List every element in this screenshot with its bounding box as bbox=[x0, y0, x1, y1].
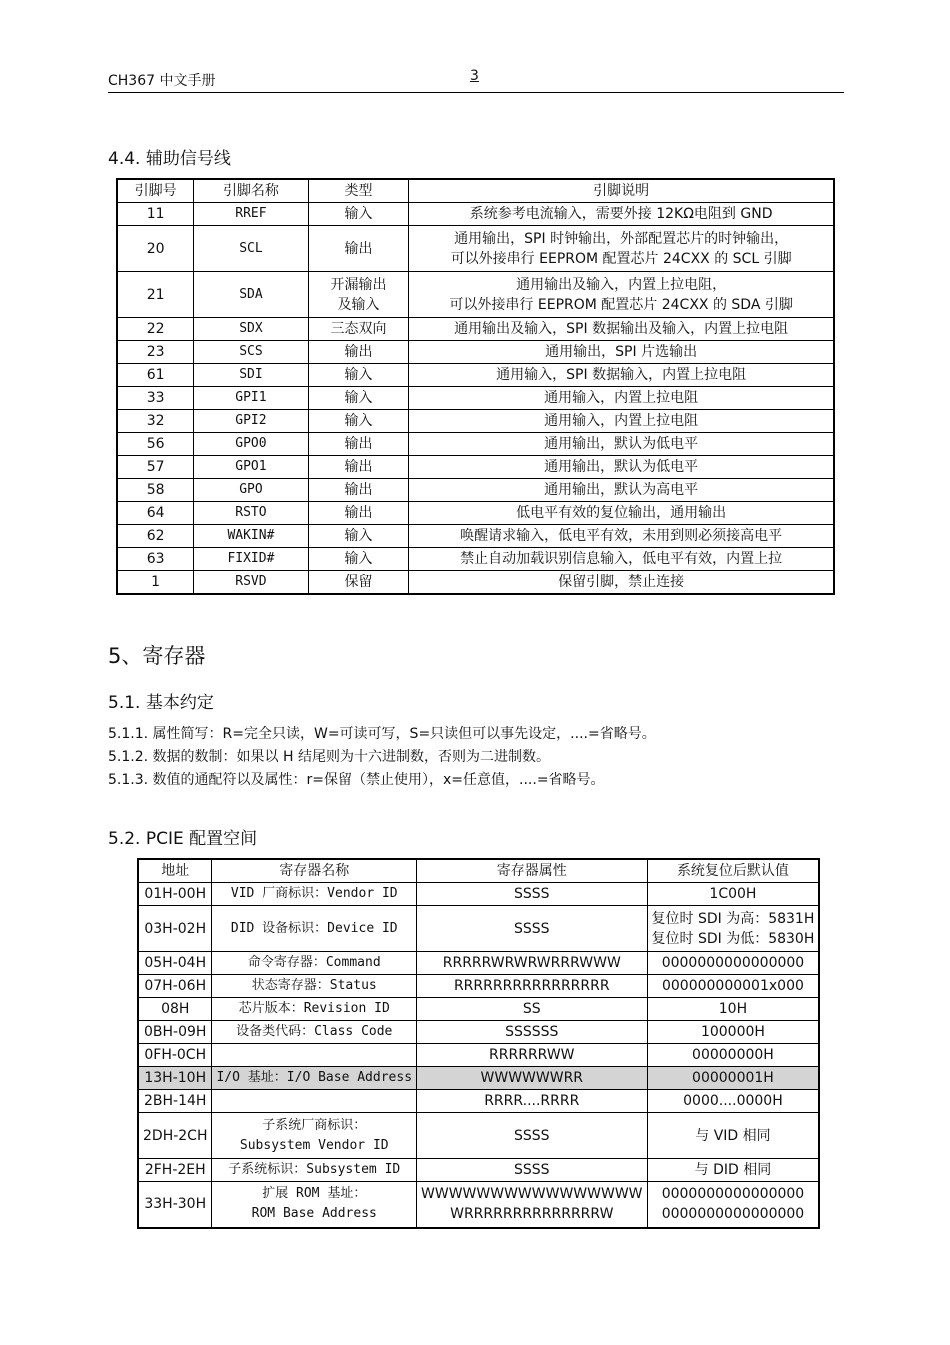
register-name-line: 子系统厂商标识： bbox=[262, 1117, 367, 1133]
register-attribute-line: SSSS bbox=[514, 1162, 550, 1178]
register-address: 07H-06H bbox=[138, 975, 212, 998]
pin-name: GPI2 bbox=[194, 410, 308, 433]
pin-col-number: 引脚号 bbox=[117, 179, 194, 203]
register-name bbox=[212, 1021, 417, 1044]
pin-col-type: 类型 bbox=[308, 179, 409, 203]
pin-number: 63 bbox=[117, 548, 194, 571]
convention-item-3: 5.1.3. 数值的通配符以及属性：r=保留（禁止使用），x=任意值，....=省略号。 bbox=[108, 772, 605, 788]
register-name-line: 扩展 ROM 基址： bbox=[262, 1186, 367, 1202]
pin-type bbox=[308, 571, 409, 595]
reg-col-name: 寄存器名称 bbox=[212, 859, 417, 883]
register-address: 01H-00H bbox=[138, 883, 212, 906]
register-attribute bbox=[417, 906, 647, 952]
pin-name: GPO bbox=[194, 479, 308, 502]
pin-description-line: 通用输出，默认为低电平 bbox=[544, 459, 699, 475]
pin-description bbox=[409, 203, 834, 226]
register-default-line: 10H bbox=[718, 1001, 748, 1017]
pin-row bbox=[117, 502, 834, 525]
register-table-header bbox=[138, 859, 819, 883]
pin-type bbox=[308, 525, 409, 548]
register-attribute-line: RRRRRRWW bbox=[489, 1047, 575, 1063]
pin-type-line: 开漏输出 bbox=[330, 276, 387, 293]
pin-row bbox=[117, 203, 834, 226]
pin-row bbox=[117, 364, 834, 387]
pin-type-line: 输出 bbox=[344, 505, 373, 521]
register-row bbox=[138, 1090, 819, 1113]
document-title: CH367 中文手册 bbox=[108, 73, 216, 89]
pin-type-line: 输入 bbox=[344, 413, 373, 429]
pin-name: SDX bbox=[194, 318, 308, 341]
pin-number: 64 bbox=[117, 502, 194, 525]
register-name bbox=[212, 1159, 417, 1182]
pin-table bbox=[116, 178, 835, 595]
register-address: 05H-04H bbox=[138, 952, 212, 975]
pin-type bbox=[308, 272, 409, 318]
register-name-line: 芯片版本：Revision ID bbox=[238, 1001, 390, 1016]
pin-number: 33 bbox=[117, 387, 194, 410]
pin-description-line: 唤醒请求输入，低电平有效，未用到则必须接高电平 bbox=[460, 528, 783, 544]
pin-type bbox=[308, 456, 409, 479]
pin-name: RSTO bbox=[194, 502, 308, 525]
register-attribute-line: SSSS bbox=[514, 1127, 550, 1144]
pin-description-line: 通用输出，默认为低电平 bbox=[544, 436, 699, 452]
pin-description bbox=[409, 272, 834, 318]
register-default-line: 000000000001x000 bbox=[661, 978, 804, 994]
register-attribute bbox=[417, 1182, 647, 1228]
pin-description bbox=[409, 433, 834, 456]
pin-description bbox=[409, 387, 834, 410]
register-address: 2DH-2CH bbox=[138, 1113, 212, 1159]
pin-description bbox=[409, 548, 834, 571]
pin-type-line: 输入 bbox=[344, 367, 373, 383]
register-name bbox=[212, 1090, 417, 1113]
pin-type bbox=[308, 548, 409, 571]
pin-row bbox=[117, 341, 834, 364]
register-attribute bbox=[417, 1113, 647, 1159]
pin-number: 58 bbox=[117, 479, 194, 502]
pin-number: 20 bbox=[117, 226, 194, 272]
pin-name: SCS bbox=[194, 341, 308, 364]
register-row bbox=[138, 1044, 819, 1067]
pin-type-line: 输出 bbox=[344, 459, 373, 475]
pin-description bbox=[409, 479, 834, 502]
section-5-title: 5、寄存器 bbox=[108, 644, 206, 668]
pin-description bbox=[409, 318, 834, 341]
pin-name: RSVD bbox=[194, 571, 308, 595]
pin-number: 21 bbox=[117, 272, 194, 318]
register-address: 2FH-2EH bbox=[138, 1159, 212, 1182]
register-default-line: 00000000H bbox=[692, 1047, 774, 1063]
register-address: 33H-30H bbox=[138, 1182, 212, 1228]
pin-type-line: 输出 bbox=[344, 436, 373, 452]
pin-description-line: 低电平有效的复位输出，通用输出 bbox=[516, 505, 727, 521]
pin-row bbox=[117, 410, 834, 433]
register-default bbox=[647, 1021, 819, 1044]
section-5-1-title: 5.1. 基本约定 bbox=[108, 693, 214, 713]
reg-col-attr: 寄存器属性 bbox=[417, 859, 647, 883]
pin-number: 61 bbox=[117, 364, 194, 387]
page-number: 3 bbox=[470, 68, 479, 84]
pin-description-line: 系统参考电流输入，需要外接 12KΩ电阻到 GND bbox=[469, 206, 773, 222]
pin-description bbox=[409, 341, 834, 364]
register-row bbox=[138, 975, 819, 998]
pin-type-line: 输出 bbox=[344, 344, 373, 360]
pin-name: GPO0 bbox=[194, 433, 308, 456]
register-row bbox=[138, 952, 819, 975]
pin-number: 11 bbox=[117, 203, 194, 226]
page-header bbox=[108, 66, 844, 93]
pin-type-line: 输入 bbox=[344, 551, 373, 567]
register-row bbox=[138, 1159, 819, 1182]
register-default bbox=[647, 883, 819, 906]
pin-number: 57 bbox=[117, 456, 194, 479]
pin-description bbox=[409, 226, 834, 272]
pin-name: GPI1 bbox=[194, 387, 308, 410]
pin-type bbox=[308, 387, 409, 410]
register-name-line: I/O 基址：I/O Base Address bbox=[216, 1070, 413, 1085]
pin-number: 1 bbox=[117, 571, 194, 595]
pin-description-line: 禁止自动加载识别信息输入，低电平有效，内置上拉 bbox=[460, 551, 783, 567]
register-attribute bbox=[417, 998, 647, 1021]
pin-type bbox=[308, 433, 409, 456]
pin-table-header bbox=[117, 179, 834, 203]
register-default-line: 复位时 SDI 为低：5830H bbox=[651, 930, 815, 947]
pin-type bbox=[308, 226, 409, 272]
register-attribute bbox=[417, 1021, 647, 1044]
register-name bbox=[212, 883, 417, 906]
pin-name: WAKIN# bbox=[194, 525, 308, 548]
convention-item-1: 5.1.1. 属性简写：R=完全只读，W=可读可写，S=只读但可以事先设定，....=省略号。 bbox=[108, 726, 656, 742]
pin-row bbox=[117, 433, 834, 456]
pin-number: 23 bbox=[117, 341, 194, 364]
pin-description-line: 通用输出，SPI 片选输出 bbox=[545, 344, 698, 360]
register-name bbox=[212, 1067, 417, 1090]
pin-type-line: 三态双向 bbox=[330, 321, 387, 337]
pin-description-line: 可以外接串行 EEPROM 配置芯片 24CXX 的 SDA 引脚 bbox=[449, 296, 793, 313]
register-attribute-line: RRRRRWRWRWRRRWWW bbox=[442, 955, 621, 971]
pin-row bbox=[117, 479, 834, 502]
pin-name: RREF bbox=[194, 203, 308, 226]
pin-description bbox=[409, 410, 834, 433]
register-attribute-line: SSSS bbox=[514, 920, 550, 937]
register-address: 0FH-0CH bbox=[138, 1044, 212, 1067]
pin-number: 32 bbox=[117, 410, 194, 433]
register-name-line: 命令寄存器：Command bbox=[247, 955, 381, 970]
register-address: 0BH-09H bbox=[138, 1021, 212, 1044]
pin-row bbox=[117, 318, 834, 341]
pin-description-line: 通用输出，SPI 时钟输出，外部配置芯片的时钟输出， bbox=[454, 230, 789, 247]
register-row bbox=[138, 998, 819, 1021]
pin-type bbox=[308, 364, 409, 387]
pin-row bbox=[117, 548, 834, 571]
reg-col-address: 地址 bbox=[138, 859, 212, 883]
pin-row bbox=[117, 525, 834, 548]
register-address: 2BH-14H bbox=[138, 1090, 212, 1113]
register-default-line: 100000H bbox=[700, 1024, 765, 1040]
pin-description-line: 通用输出及输入，SPI 数据输出及输入，内置上拉电阻 bbox=[454, 321, 789, 337]
register-attribute bbox=[417, 1159, 647, 1182]
register-name bbox=[212, 952, 417, 975]
pin-type-line: 输入 bbox=[344, 206, 373, 222]
register-default-line: 0000000000000000 bbox=[661, 1186, 805, 1203]
pin-description-line: 通用输入，内置上拉电阻 bbox=[544, 390, 699, 406]
pin-description bbox=[409, 571, 834, 595]
register-attribute bbox=[417, 883, 647, 906]
pin-name: FIXID# bbox=[194, 548, 308, 571]
pin-name: GPO1 bbox=[194, 456, 308, 479]
pin-description-line: 通用输出及输入，内置上拉电阻， bbox=[516, 276, 727, 293]
pin-type-line: 输出 bbox=[344, 482, 373, 498]
register-attribute-line: WWWWWWWWWWWWWWWW bbox=[421, 1186, 643, 1203]
register-default bbox=[647, 1113, 819, 1159]
section-4-4-title: 4.4. 辅助信号线 bbox=[108, 149, 231, 169]
pin-description-line: 通用输出，默认为高电平 bbox=[544, 482, 699, 498]
pin-type bbox=[308, 502, 409, 525]
register-attribute-line: SSSS bbox=[514, 886, 550, 902]
register-attribute bbox=[417, 1044, 647, 1067]
section-5-2-title: 5.2. PCIE 配置空间 bbox=[108, 829, 258, 849]
pin-name: SDI bbox=[194, 364, 308, 387]
register-name bbox=[212, 1044, 417, 1067]
register-default bbox=[647, 1067, 819, 1090]
register-attribute bbox=[417, 975, 647, 998]
pin-col-desc: 引脚说明 bbox=[409, 179, 834, 203]
register-name-line: ROM Base Address bbox=[251, 1206, 377, 1222]
register-attribute bbox=[417, 1067, 647, 1090]
pin-number: 62 bbox=[117, 525, 194, 548]
pin-type bbox=[308, 203, 409, 226]
register-default-line: 0000....0000H bbox=[683, 1093, 783, 1109]
pin-description-line: 可以外接串行 EEPROM 配置芯片 24CXX 的 SCL 引脚 bbox=[450, 250, 792, 267]
pin-col-name: 引脚名称 bbox=[194, 179, 308, 203]
register-attribute bbox=[417, 1090, 647, 1113]
register-row bbox=[138, 1182, 819, 1228]
pin-description-line: 通用输入，内置上拉电阻 bbox=[544, 413, 699, 429]
register-address: 08H bbox=[138, 998, 212, 1021]
pin-row bbox=[117, 387, 834, 410]
register-attribute-line: SSSSSS bbox=[505, 1024, 559, 1040]
register-default bbox=[647, 1044, 819, 1067]
pin-row bbox=[117, 571, 834, 595]
register-default bbox=[647, 952, 819, 975]
register-default-line: 与 DID 相同 bbox=[694, 1162, 772, 1178]
pin-type bbox=[308, 479, 409, 502]
pin-type-line: 输入 bbox=[344, 528, 373, 544]
register-row bbox=[138, 1021, 819, 1044]
register-name bbox=[212, 998, 417, 1021]
register-name bbox=[212, 975, 417, 998]
register-default bbox=[647, 1090, 819, 1113]
register-name-line: 状态寄存器：Status bbox=[251, 978, 377, 993]
pin-type-line: 及输入 bbox=[337, 296, 380, 313]
register-default bbox=[647, 1159, 819, 1182]
register-attribute-line: RRRR....RRRR bbox=[484, 1093, 580, 1109]
register-default-line: 0000000000000000 bbox=[661, 955, 805, 971]
register-name bbox=[212, 1113, 417, 1159]
pin-name: SDA bbox=[194, 272, 308, 318]
register-name bbox=[212, 1182, 417, 1228]
pin-type bbox=[308, 341, 409, 364]
pin-description bbox=[409, 364, 834, 387]
register-default bbox=[647, 906, 819, 952]
pin-type-line: 输入 bbox=[344, 390, 373, 406]
register-name-line: 子系统标识：Subsystem ID bbox=[228, 1162, 401, 1177]
register-default bbox=[647, 975, 819, 998]
pin-description bbox=[409, 456, 834, 479]
register-row bbox=[138, 883, 819, 906]
register-default-line: 1C00H bbox=[709, 886, 757, 902]
pin-description bbox=[409, 502, 834, 525]
register-row bbox=[138, 1113, 819, 1159]
convention-item-2: 5.1.2. 数据的数制：如果以 H 结尾则为十六进制数，否则为二进制数。 bbox=[108, 749, 550, 765]
pin-type bbox=[308, 410, 409, 433]
register-default-line: 与 VID 相同 bbox=[695, 1127, 771, 1144]
register-name-line: 设备类代码：Class Code bbox=[236, 1024, 393, 1039]
pin-row bbox=[117, 456, 834, 479]
reg-col-default: 系统复位后默认值 bbox=[647, 859, 819, 883]
register-default bbox=[647, 998, 819, 1021]
register-address: 03H-02H bbox=[138, 906, 212, 952]
pin-type-line: 保留 bbox=[344, 574, 373, 590]
register-attribute-line: SS bbox=[522, 1001, 541, 1017]
register-name bbox=[212, 906, 417, 952]
register-attribute-line: WWWWWWRR bbox=[480, 1070, 584, 1086]
register-default-line: 0000000000000000 bbox=[661, 1206, 805, 1223]
register-row bbox=[138, 906, 819, 952]
register-attribute bbox=[417, 952, 647, 975]
pin-description bbox=[409, 525, 834, 548]
register-row bbox=[138, 1067, 819, 1090]
pin-name: SCL bbox=[194, 226, 308, 272]
register-name-line: DID 设备标识：Device ID bbox=[230, 920, 398, 936]
register-attribute-line: WRRRRRRRRRRRRRRW bbox=[450, 1206, 614, 1223]
pin-type bbox=[308, 318, 409, 341]
register-name-line: VID 厂商标识：Vendor ID bbox=[230, 886, 398, 901]
pin-description-line: 通用输入，SPI 数据输入，内置上拉电阻 bbox=[496, 367, 747, 383]
register-default-line: 00000001H bbox=[692, 1070, 774, 1086]
register-table bbox=[137, 858, 820, 1229]
register-default bbox=[647, 1182, 819, 1228]
register-address: 13H-10H bbox=[138, 1067, 212, 1090]
pin-row bbox=[117, 272, 834, 318]
register-default-line: 复位时 SDI 为高：5831H bbox=[651, 910, 815, 927]
register-name-line: Subsystem Vendor ID bbox=[239, 1137, 389, 1153]
pin-number: 56 bbox=[117, 433, 194, 456]
pin-row bbox=[117, 226, 834, 272]
pin-type-line: 输出 bbox=[344, 240, 373, 257]
register-attribute-line: RRRRRRRRRRRRRRRR bbox=[453, 978, 610, 994]
pin-number: 22 bbox=[117, 318, 194, 341]
pin-description-line: 保留引脚，禁止连接 bbox=[558, 574, 685, 590]
